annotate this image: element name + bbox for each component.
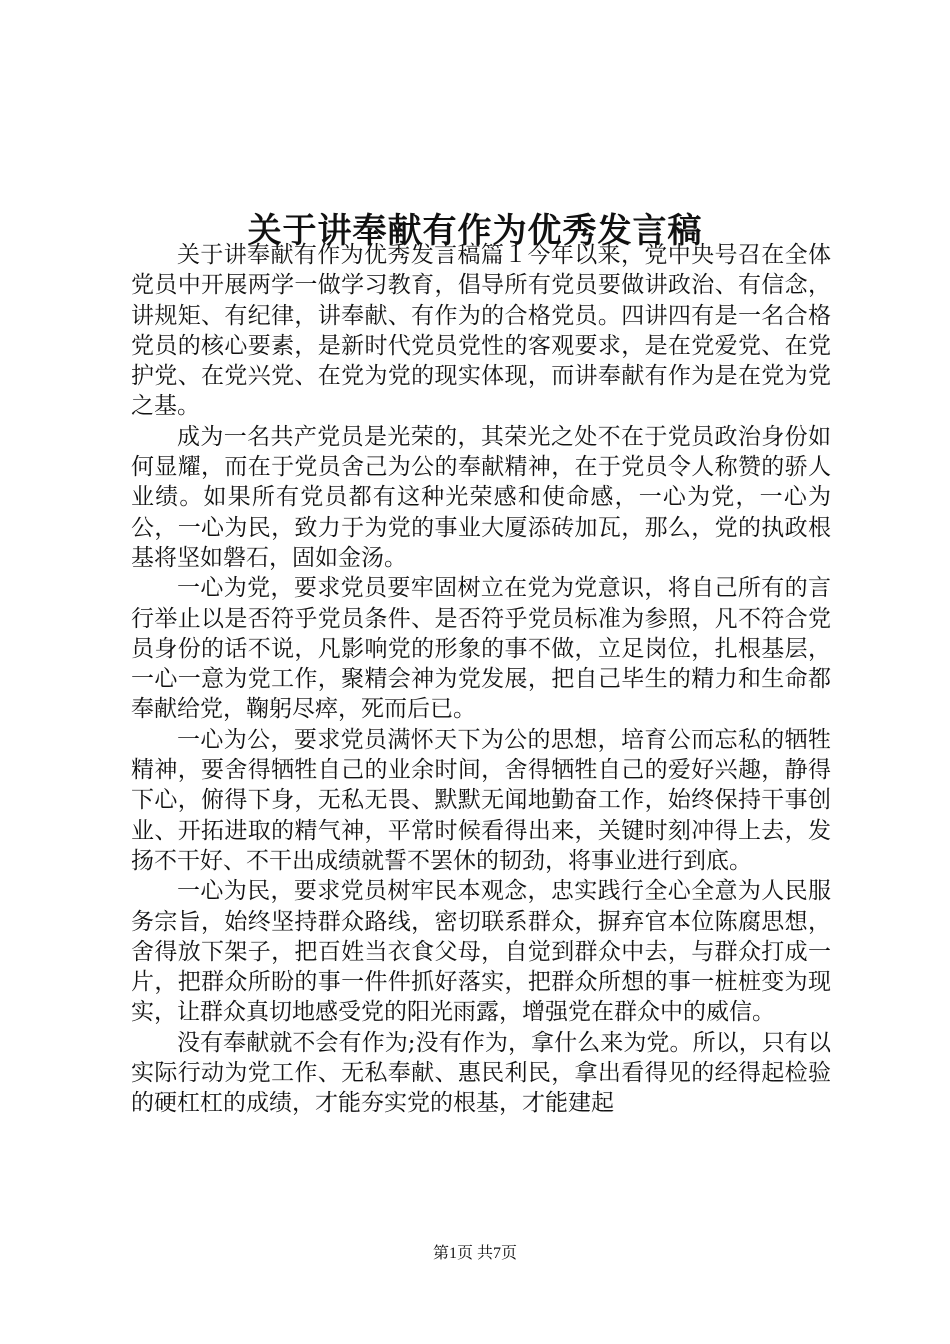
paragraph-5: 一心为民，要求党员树牢民本观念，忠实践行全心全意为人民服务宗旨，始终坚持群众路线，密切联系群众，摒弃官本位陈腐思想，舍得放下架子，把百姓当衣食父母，自觉到群众中去，与群众打成一片，把群众所盼的事一件件抓好落实，把群众所想的事一桩桩变为现实，让群众真切地感受党的阳光雨露，增强党在群众中的威信。 <box>131 878 831 1026</box>
document-body <box>131 240 831 1119</box>
paragraph-3: 一心为党，要求党员要牢固树立在党为党意识，将自己所有的言行举止以是否符乎党员条件、是否符乎党员标准为参照，凡不符合党员身份的话不说，凡影响党的形象的事不做，立足岗位，扎根基层，一心一意为党工作，聚精会神为党发展，把自己毕生的精力和生命都奉献给党，鞠躬尽瘁，死而后已。 <box>131 575 831 723</box>
page-footer: 第1页 共7页 <box>432 1245 517 1262</box>
paragraph-1: 关于讲奉献有作为优秀发言稿篇１今年以来，党中央号召在全体党员中开展两学一做学习教育，倡导所有党员要做讲政治、有信念，讲规矩、有纪律，讲奉献、有作为的合格党员。四讲四有是一名合格党员的核心要素，是新时代党员党性的客观要求，是在党爱党、在党护党、在党兴党、在党为党的现实体现，而讲奉献有作为是在党为党之基。 <box>131 242 831 420</box>
paragraph-2: 成为一名共产党员是光荣的，其荣光之处不在于党员政治身份如何显耀，而在于党员舍己为公的奉献精神，在于党员令人称赞的骄人业绩。如果所有党员都有这种光荣感和使命感，一心为党，一心为公，一心为民，致力于为党的事业大厦添砖加瓦，那么，党的执政根基将坚如磐石，固如金汤。 <box>131 423 831 571</box>
paragraph-4: 一心为公，要求党员满怀天下为公的思想，培育公而忘私的牺牲精神，要舍得牺牲自己的业余时间，舍得牺牲自己的爱好兴趣，静得下心，俯得下身，无私无畏、默默无闻地勤奋工作，始终保持干事创业、开拓进取的精气神，平常时候看得出来，关键时刻冲得上去，发扬不干好、不干出成绩就誓不罢休的韧劲，将事业进行到底。 <box>131 726 831 874</box>
paragraph-6: 没有奉献就不会有作为;没有作为，拿什么来为党。所以，只有以实际行动为党工作、无私奉献、惠民利民，拿出看得见的经得起检验的硬杠杠的成绩，才能夯实党的根基，才能建起 <box>131 1029 831 1117</box>
document-title: 关于讲奉献有作为优秀发言稿 <box>247 210 703 251</box>
